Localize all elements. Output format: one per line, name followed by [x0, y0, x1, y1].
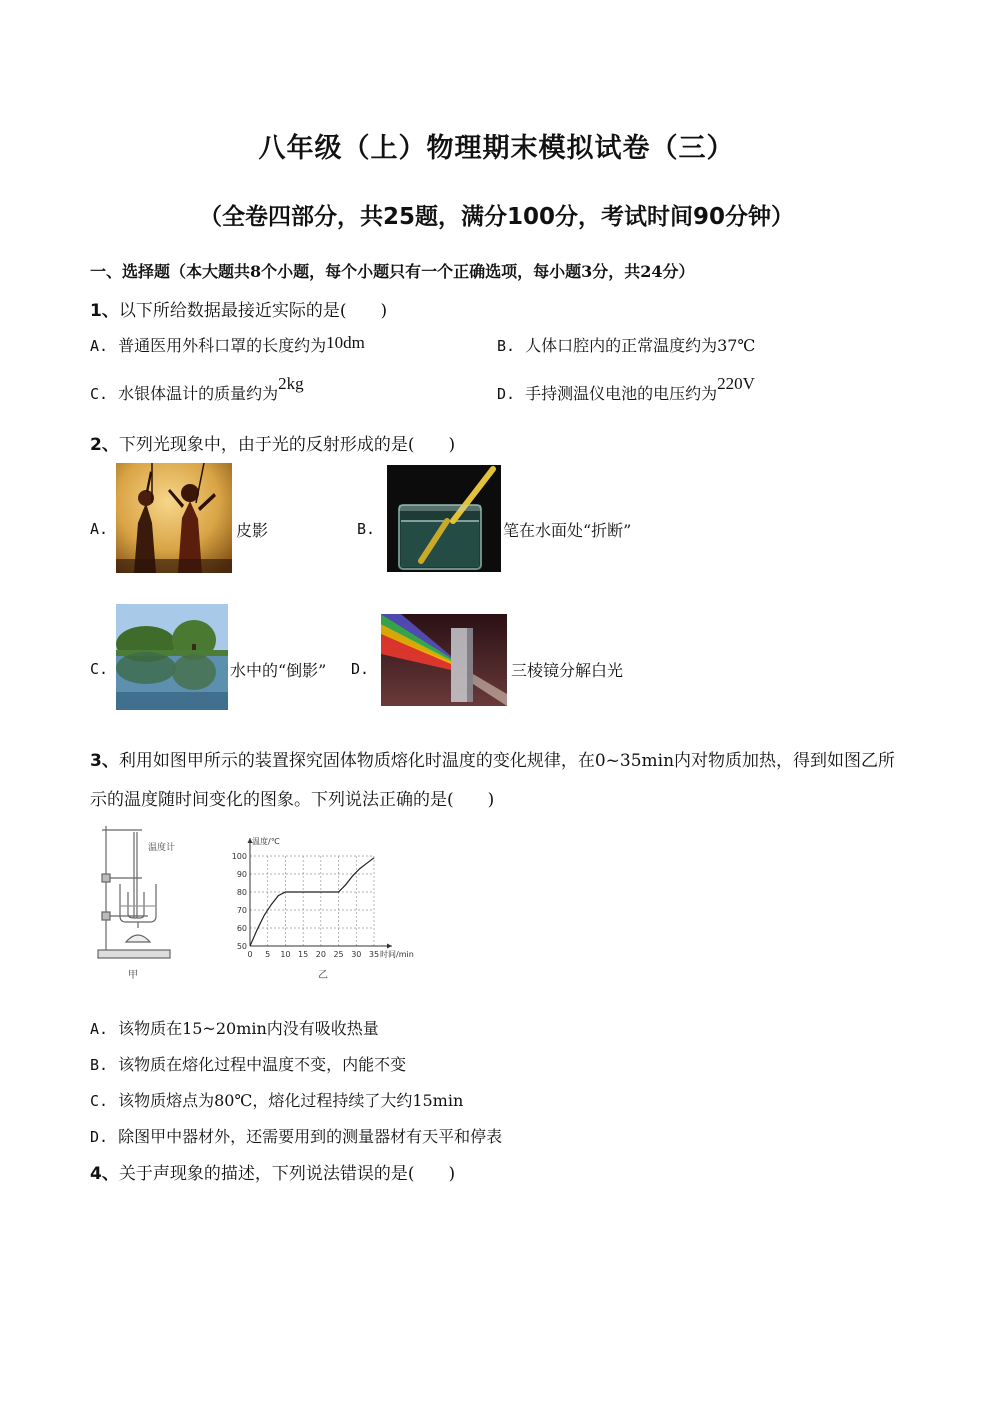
page-subtitle: （全卷四部分，共25题，满分100分，考试时间90分钟） — [198, 204, 795, 230]
q2-option-b-letter: B. — [357, 520, 376, 538]
x-tick-label: 25 — [333, 950, 344, 959]
option-text: 该物质在15~20min内没有吸收热量 — [118, 1019, 379, 1038]
q3-option-b — [90, 1052, 406, 1075]
option-letter: D. — [497, 385, 516, 403]
q1-option-d — [497, 374, 755, 404]
q3-option-d — [90, 1124, 502, 1147]
y-tick-label: 70 — [236, 906, 247, 915]
q2-option-c-caption: 水中的“倒影” — [230, 661, 327, 680]
option-text: 普通医用外科口罩的长度约为 — [118, 336, 327, 355]
q1-option-b — [497, 333, 755, 356]
apparatus-figure — [92, 822, 182, 980]
y-tick-label: 90 — [236, 870, 247, 879]
option-text: 除图甲中器材外，还需要用到的测量器材有天平和停表 — [118, 1127, 503, 1146]
question-number: 3、 — [90, 751, 119, 771]
question-stem: 下列光现象中，由于光的反射形成的是( ) — [118, 435, 456, 455]
question-1 — [90, 296, 387, 321]
q2-option-a-caption: 皮影 — [236, 521, 269, 540]
option-value: 2kg — [278, 374, 304, 393]
question-stem: 以下所给数据最接近实际的是( ) — [118, 301, 388, 321]
x-tick-label: 30 — [351, 950, 362, 959]
temperature-time-chart — [226, 822, 432, 982]
option-value: 10dm — [326, 333, 365, 352]
figure-yi-label: 乙 — [318, 970, 328, 981]
figure-jia-label: 甲 — [128, 970, 138, 980]
question-number: 2、 — [90, 435, 119, 455]
shadow-puppet-image — [116, 463, 232, 573]
option-text: 该物质熔点为80℃，熔化过程持续了大约15min — [118, 1091, 464, 1110]
option-letter: B. — [90, 1056, 109, 1074]
x-tick-label: 35 — [368, 950, 380, 959]
x-tick-label: 20 — [315, 950, 326, 959]
prism-image — [381, 614, 507, 706]
option-letter: C. — [90, 385, 109, 403]
q2-option-d-letter: D. — [351, 660, 370, 678]
y-tick-label: 80 — [236, 888, 247, 897]
x-tick-label: 5 — [265, 950, 271, 959]
x-axis-label: 时间/min — [380, 950, 414, 959]
x-axis-arrow — [387, 944, 392, 949]
y-tick-label: 50 — [236, 942, 247, 951]
option-text: 手持测温仪电池的电压约为 — [525, 384, 718, 403]
question-stem-line1: 利用如图甲所示的装置探究固体物质熔化时温度的变化规律，在0~35min内对物质加热，得到如图乙所 — [118, 751, 896, 771]
series-line — [250, 858, 374, 946]
x-tick-label: 0 — [247, 950, 253, 959]
question-number: 1、 — [90, 301, 119, 321]
question-3 — [90, 746, 895, 771]
option-letter: A. — [90, 1020, 109, 1038]
question-number: 4、 — [90, 1164, 119, 1184]
q3-option-c — [90, 1088, 463, 1111]
q2-option-b-caption: 笔在水面处“折断” — [503, 521, 632, 540]
y-tick-label: 100 — [231, 852, 247, 861]
x-tick-label: 15 — [298, 950, 309, 959]
y-tick-label: 60 — [236, 924, 247, 933]
question-2 — [90, 430, 455, 455]
x-tick-label: 10 — [280, 950, 291, 959]
option-letter: A. — [90, 337, 109, 355]
option-text: 人体口腔内的正常温度约为37℃ — [525, 336, 756, 355]
y-axis-label: 温度/℃ — [252, 837, 280, 846]
q2-option-a-letter: A. — [90, 520, 109, 538]
option-value: 220V — [717, 374, 755, 393]
q1-option-a — [90, 333, 365, 356]
option-text: 水银体温计的质量约为 — [118, 384, 279, 403]
question-4 — [90, 1159, 455, 1184]
q1-option-c — [90, 374, 304, 404]
question-stem: 关于声现象的描述，下列说法错误的是( ) — [118, 1164, 456, 1184]
page-title: 八年级（上）物理期末模拟试卷（三） — [258, 133, 735, 164]
q2-option-d-caption: 三棱镜分解白光 — [511, 661, 624, 680]
reflection-image — [116, 604, 228, 710]
section-heading: 一、选择题（本大题共8个小题，每个小题只有一个正确选项，每小题3分，共24分） — [90, 262, 695, 281]
q2-option-c-letter: C. — [90, 660, 109, 678]
thermometer-label: 温度计 — [148, 843, 176, 853]
option-text: 该物质在熔化过程中温度不变，内能不变 — [118, 1055, 407, 1074]
question-3-line2: 示的温度随时间变化的图象。下列说法正确的是( ) — [90, 790, 495, 810]
pen-in-water-image — [387, 465, 501, 572]
q3-option-a — [90, 1016, 379, 1039]
option-letter: B. — [497, 337, 516, 355]
option-letter: C. — [90, 1092, 109, 1110]
option-letter: D. — [90, 1128, 109, 1146]
